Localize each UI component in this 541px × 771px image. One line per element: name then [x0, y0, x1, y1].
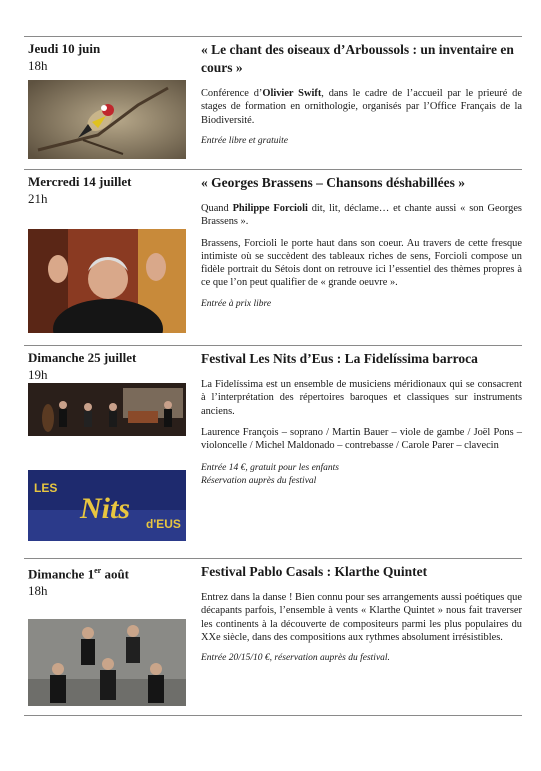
goldfinch-photo — [28, 80, 186, 159]
svg-text:LES: LES — [34, 481, 58, 495]
event-reservation-note: Réservation auprès du festival — [201, 476, 317, 487]
event-time: 19h — [28, 367, 48, 382]
event-date: Dimanche 1er août — [28, 566, 130, 582]
event-description-2: Brassens, Forcioli le porte haut dans son coeur. Au travers de cette fresque intimiste où se succèdent des tableaux riches de sens, Forcioli compose un fidèle portrait du Sétois dont on retrouve ici l’essentiel des thèmes propres à ce que l’on peut qualifier de « grande oeuvre ». — [201, 237, 522, 289]
svg-text:Nits: Nits — [80, 492, 131, 525]
event-description: Entrez dans la danse ! Bien connu pour ses arrangements aussi poétiques que décapants parfois, l’ensemble à vents « Klarthe Quintet » nous fait traverser les continents à la découverte de compositeurs parmi les plus populaires du XXe siècle, dans des compositions aux rythmes absolument irrésistibles. — [201, 592, 522, 643]
event-time: 21h — [28, 191, 48, 206]
event-description: La Fidelíssima est un ensemble de musiciens méridionaux qui se consacrent à l’interprétation des répertoires baroques et classiques sur instruments anciens. — [201, 379, 522, 417]
event-title: « Le chant des oiseaux d’Arboussols : un inventaire en cours » — [201, 42, 514, 75]
event-entry-note: Entrée 14 €, gratuit pour les enfants — [201, 463, 340, 474]
event-entry-note: Entrée libre et gratuite — [201, 135, 288, 146]
quintet-photo — [28, 619, 186, 706]
event-entry-note: Entrée à prix libre — [201, 298, 272, 309]
event-title: « Georges Brassens – Chansons déshabillées » — [201, 175, 466, 190]
event-date: Jeudi 10 juin — [28, 41, 101, 56]
event-performers: Laurence François – soprano / Martin Bauer – viole de gambe / Joël Pons – violoncelle / Michel Maldonado – contrebasse / Carole Parer – clavecin — [201, 426, 522, 452]
event-title: Festival Les Nits d’Eus : La Fidelíssima barroca — [201, 351, 478, 366]
event-time: 18h — [28, 583, 48, 599]
event-4 — [24, 558, 522, 714]
ensemble-photo — [28, 383, 186, 436]
event-3 — [24, 345, 522, 557]
event-time: 18h — [28, 58, 48, 73]
event-description: Conférence d’Olivier Swift, dans le cadre de l’accueil par le prieuré de stages de formation en ornithologie, organisés par l’Office Français de la Biodiversité. — [201, 88, 522, 126]
event-1 — [24, 36, 522, 168]
event-2 — [24, 169, 522, 344]
les-nits-d-eus-logo — [28, 470, 186, 541]
bottom-divider — [24, 715, 522, 716]
svg-text:d'EUS: d'EUS — [146, 517, 181, 531]
event-title: Festival Pablo Casals : Klarthe Quintet — [201, 564, 428, 579]
event-date: Dimanche 25 juillet — [28, 350, 137, 365]
event-date: Mercredi 14 juillet — [28, 174, 132, 189]
event-description: Quand Philippe Forcioli dit, lit, déclame… et chante aussi « son Georges Brassens ». — [201, 203, 522, 228]
performer-photo — [28, 229, 186, 333]
event-entry-note: Entrée 20/15/10 €, réservation auprès du festival. — [201, 653, 390, 664]
